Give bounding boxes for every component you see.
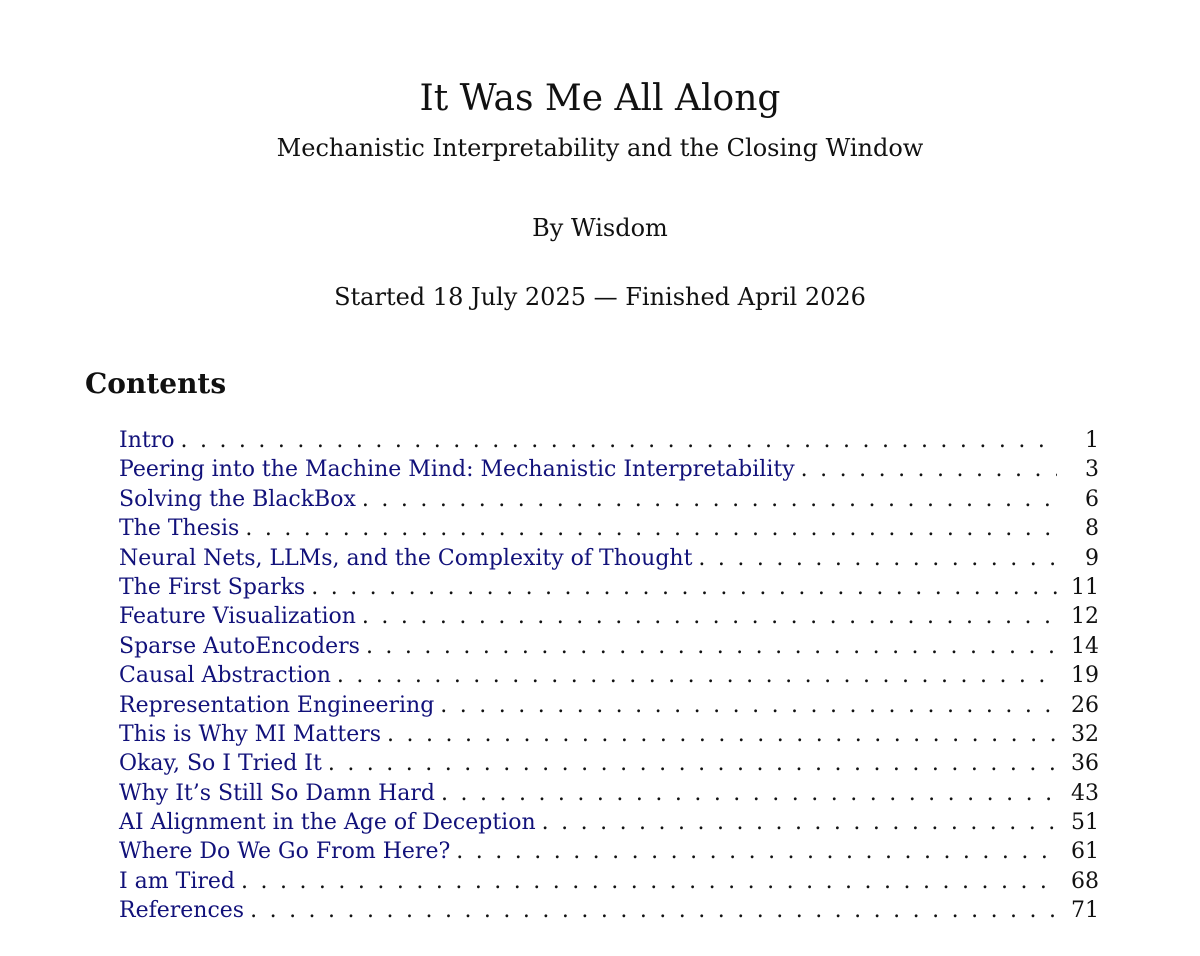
toc-leader (387, 720, 1057, 749)
toc-leader (542, 808, 1057, 837)
toc-link-solving-the-blackbox[interactable]: Solving the BlackBox (119, 486, 356, 512)
toc-page-number: 14 (1071, 633, 1099, 659)
document-author: By Wisdom (532, 214, 668, 242)
toc-page-number: 3 (1085, 457, 1099, 483)
toc-page-number: 12 (1071, 604, 1099, 630)
toc-link-peering-into-the-machine-mind[interactable]: Peering into the Machine Mind: Mechanistic Interpretability (119, 457, 795, 483)
toc-page-number: 32 (1071, 721, 1099, 747)
toc-entry (119, 485, 1099, 514)
toc-page-number: 43 (1071, 780, 1099, 806)
document-title: It Was Me All Along (419, 78, 781, 119)
toc-entry (119, 749, 1099, 778)
toc-leader (366, 632, 1057, 661)
contents-heading: Contents (85, 367, 227, 400)
toc-leader (328, 749, 1057, 778)
table-of-contents (119, 426, 1099, 926)
toc-link-the-first-sparks[interactable]: The First Sparks (119, 574, 306, 600)
toc-entry (119, 837, 1099, 866)
toc-link-neural-nets-llms[interactable]: Neural Nets, LLMs, and the Complexity of Thought (119, 545, 693, 571)
toc-entry (119, 632, 1099, 661)
toc-link-feature-visualization[interactable]: Feature Visualization (119, 604, 356, 630)
toc-entry (119, 779, 1099, 808)
document-subtitle: Mechanistic Interpretability and the Closing Window (276, 134, 924, 162)
toc-page-number: 6 (1085, 486, 1099, 512)
toc-link-representation-engineering[interactable]: Representation Engineering (119, 692, 435, 718)
toc-entry (119, 514, 1099, 543)
toc-page-number: 11 (1071, 574, 1099, 600)
toc-leader (801, 455, 1057, 484)
toc-link-why-its-still-so-hard[interactable]: Why It’s Still So Damn Hard (119, 780, 436, 806)
toc-entry (119, 544, 1099, 573)
toc-entry (119, 573, 1099, 602)
toc-leader (245, 514, 1057, 543)
toc-link-sparse-autoencoders[interactable]: Sparse AutoEncoders (119, 633, 360, 659)
toc-link-why-mi-matters[interactable]: This is Why MI Matters (119, 721, 382, 747)
toc-page-number: 36 (1071, 751, 1099, 777)
toc-leader (337, 661, 1057, 690)
toc-leader (241, 867, 1057, 896)
toc-leader (180, 426, 1057, 455)
toc-page-number: 8 (1085, 516, 1099, 542)
toc-entry (119, 602, 1099, 631)
toc-page-number: 51 (1071, 810, 1099, 836)
toc-link-causal-abstraction[interactable]: Causal Abstraction (119, 663, 331, 689)
toc-entry (119, 661, 1099, 690)
toc-entry (119, 896, 1099, 925)
toc-page-number: 26 (1071, 692, 1099, 718)
toc-entry (119, 455, 1099, 484)
toc-entry (119, 720, 1099, 749)
toc-page-number: 19 (1071, 663, 1099, 689)
toc-link-ai-alignment[interactable]: AI Alignment in the Age of Deception (119, 810, 536, 836)
toc-leader (362, 602, 1057, 631)
toc-leader (440, 691, 1057, 720)
toc-page-number: 68 (1071, 868, 1099, 894)
document-dates: Started 18 July 2025 — Finished April 2026 (334, 283, 866, 311)
toc-page-number: 61 (1071, 839, 1099, 865)
toc-leader (698, 544, 1057, 573)
toc-page-number: 1 (1085, 428, 1099, 453)
toc-page-number: 9 (1085, 545, 1099, 571)
toc-link-i-am-tired[interactable]: I am Tired (119, 868, 235, 894)
toc-page-number: 71 (1071, 898, 1099, 924)
toc-link-where-do-we-go[interactable]: Where Do We Go From Here? (119, 839, 451, 865)
toc-link-the-thesis[interactable]: The Thesis (119, 516, 240, 542)
toc-leader (250, 896, 1057, 925)
toc-entry (119, 426, 1099, 455)
toc-leader (456, 837, 1057, 866)
toc-link-references[interactable]: References (119, 898, 245, 924)
toc-link-intro[interactable]: Intro (119, 428, 175, 453)
toc-leader (441, 779, 1057, 808)
toc-entry (119, 691, 1099, 720)
toc-leader (362, 485, 1057, 514)
toc-entry (119, 867, 1099, 896)
toc-entry (119, 808, 1099, 837)
toc-link-okay-so-i-tried-it[interactable]: Okay, So I Tried It (119, 751, 322, 777)
toc-leader (311, 573, 1057, 602)
